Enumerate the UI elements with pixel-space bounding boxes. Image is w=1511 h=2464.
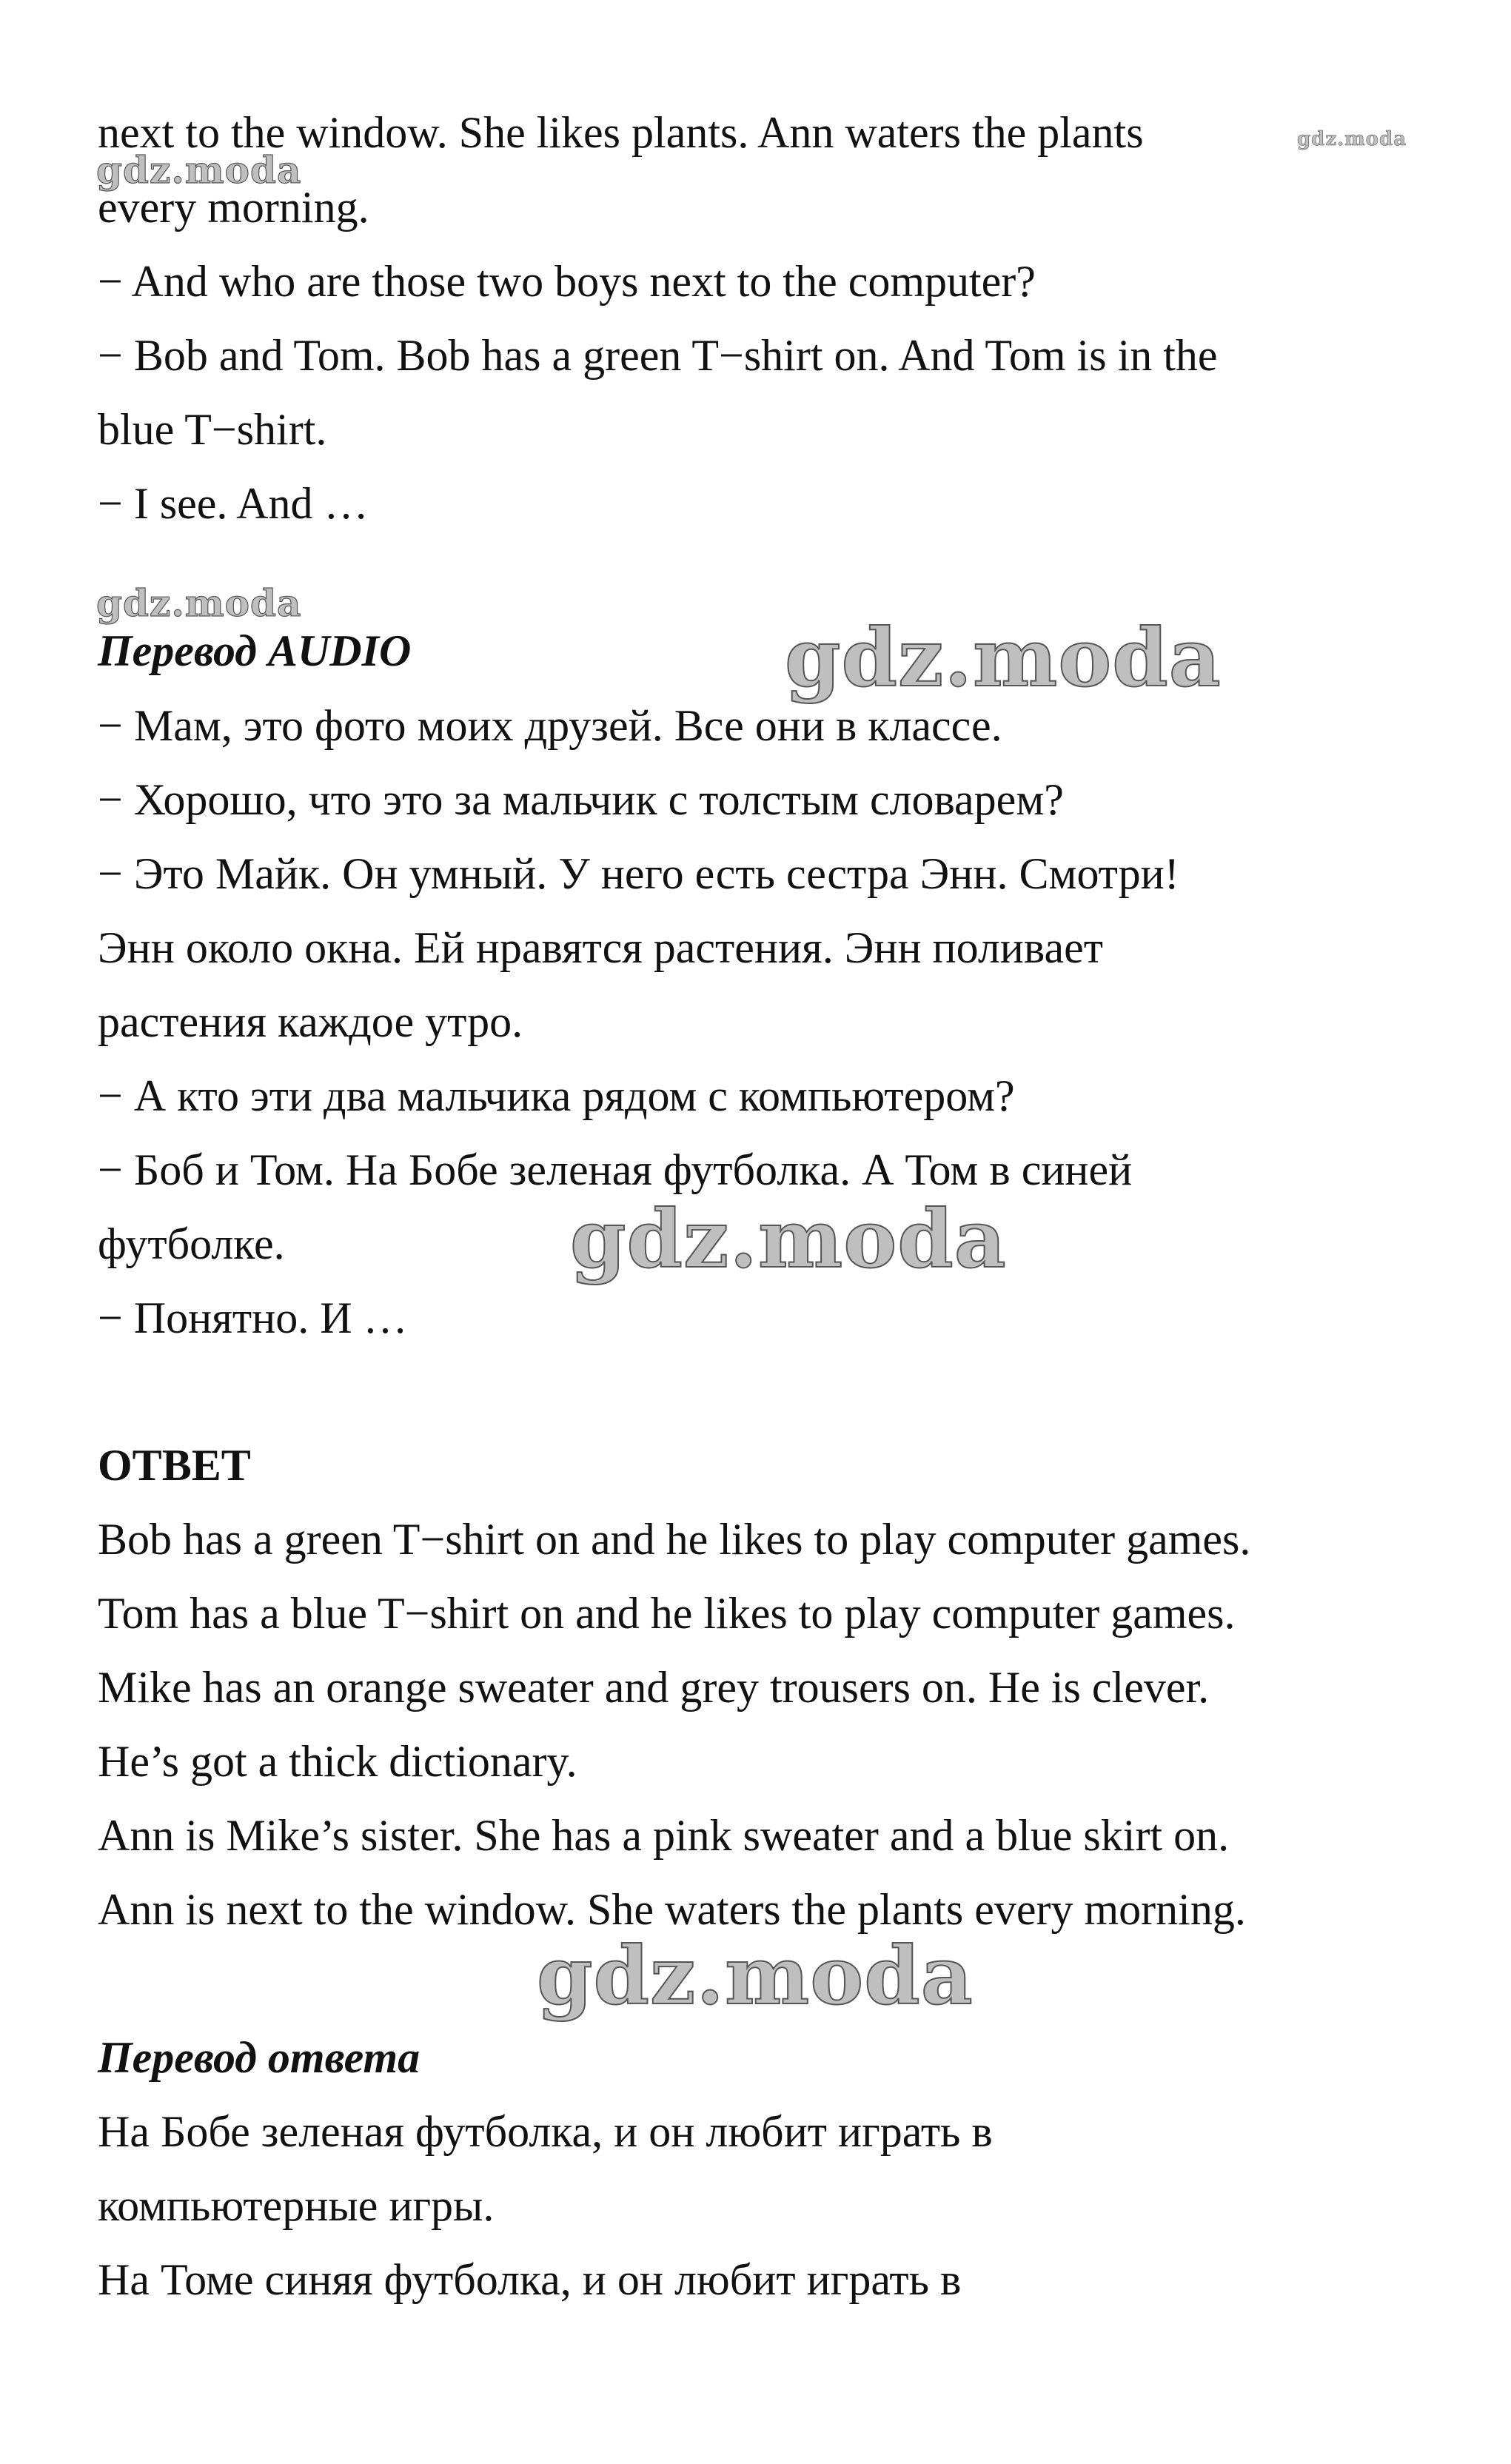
text-line: − Bob and Tom. Bob has a green T−shirt on. And Tom is in the	[98, 331, 1218, 380]
text-line: Bob has a green T−shirt on and he likes to play computer games.	[98, 1515, 1251, 1564]
text-line: Ann is next to the window. She waters the plants every morning.	[98, 1885, 1246, 1934]
text-line: every morning.	[98, 183, 369, 232]
text-line: На Томе синяя футболка, и он любит играть в	[98, 2255, 962, 2304]
text-line: − And who are those two boys next to the computer?	[98, 257, 1036, 306]
text-line: растения каждое утро.	[98, 997, 523, 1046]
text-line: − Понятно. И …	[98, 1293, 408, 1342]
text-line: На Бобе зеленая футболка, и он любит играть в	[98, 2107, 993, 2156]
text-line: Ann is Mike’s sister. She has a pink sweater and a blue skirt on.	[98, 1811, 1230, 1860]
text-line: Tom has a blue T−shirt on and he likes to play computer games.	[98, 1589, 1236, 1638]
text-line: blue T−shirt.	[98, 405, 327, 454]
section-heading: Перевод AUDIO	[98, 626, 412, 675]
text-line: Энн около окна. Ей нравятся растения. Энн поливает	[98, 923, 1103, 972]
text-line: − Боб и Том. На Бобе зеленая футболка. А Том в синей	[98, 1145, 1133, 1194]
section-heading: ОТВЕТ	[98, 1441, 251, 1490]
watermark: gdz.moda	[785, 612, 1222, 705]
text-line: Mike has an orange sweater and grey trousers on. He is clever.	[98, 1663, 1210, 1712]
watermark: gdz.moda	[96, 581, 302, 625]
text-line: − А кто эти два мальчика рядом с компьютером?	[98, 1071, 1015, 1120]
text-line: − I see. And …	[98, 479, 369, 528]
text-line: − Это Майк. Он умный. У него есть сестра Энн. Смотри!	[98, 849, 1179, 898]
section-heading: Перевод ответа	[98, 2033, 421, 2082]
watermark: gdz.moda	[570, 1193, 1007, 1286]
text-line: He’s got a thick dictionary.	[98, 1737, 577, 1786]
text-line: футболке.	[98, 1219, 285, 1268]
text-line: − Мам, это фото моих друзей. Все они в классе.	[98, 701, 1002, 750]
text-line: компьютерные игры.	[98, 2181, 495, 2230]
watermark: gdz.moda	[537, 1929, 974, 2023]
watermark: gdz.moda	[96, 148, 302, 192]
text-line: − Хорошо, что это за мальчик с толстым словарем?	[98, 775, 1064, 824]
watermark: gdz.moda	[1297, 128, 1407, 150]
text-line: next to the window. She likes plants. Ann waters the plants	[98, 108, 1144, 157]
